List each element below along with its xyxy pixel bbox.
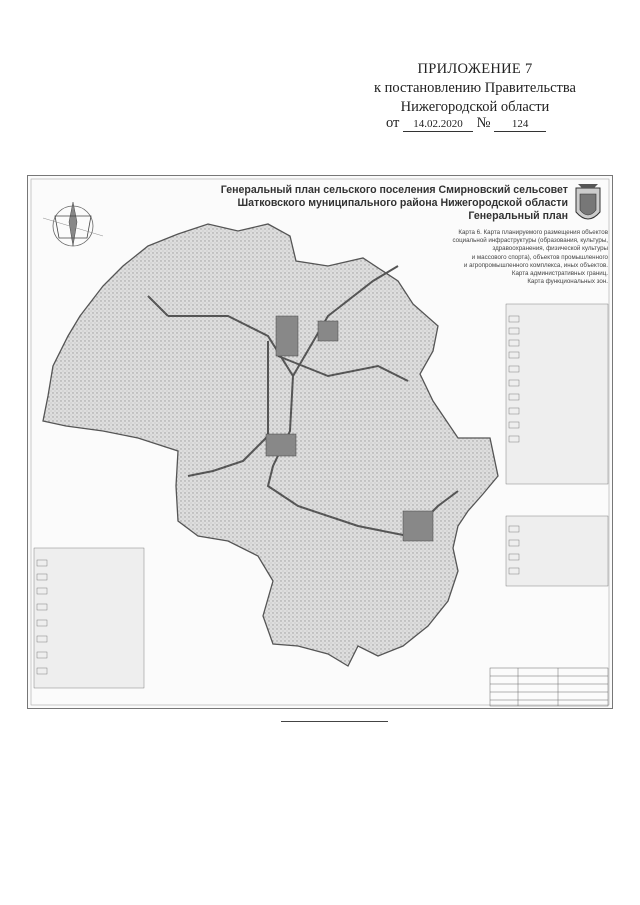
compass-rose (43, 202, 103, 246)
map-title (178, 184, 568, 223)
appendix-title: ПРИЛОЖЕНИЕ 7 (417, 61, 533, 77)
map-subtitle-line: социальной инфраструктуры (образования, культуры, (452, 237, 608, 245)
decree-date: 14.02.2020 (403, 118, 473, 132)
map-title-line2: Шатковского муниципального района Нижегородской области (237, 197, 568, 209)
date-line (386, 115, 546, 132)
date-prefix: от (386, 115, 400, 131)
coat-of-arms-icon (576, 184, 600, 219)
map-title-line3: Генеральный план (468, 210, 568, 222)
map-subtitle-line: здравоохранения, физической культуры (492, 245, 608, 253)
decree-line: к постановлению Правительства (374, 80, 576, 96)
region-line: Нижегородской области (400, 99, 550, 115)
footer-rule (281, 721, 388, 722)
map-subtitle-line: и массового спорта), объектов промышленного (471, 253, 608, 261)
map-title-line1: Генеральный план сельского поселения Смирновский сельсовет (220, 184, 568, 196)
title-block (490, 668, 608, 706)
legend-left (34, 548, 144, 688)
map-subtitle (408, 229, 608, 286)
map-subtitle-line: Карта административных границ. (511, 270, 608, 278)
number-sign: № (476, 115, 491, 131)
legend-right (506, 304, 608, 586)
document-header (340, 60, 610, 117)
map-subtitle-line: Карта функциональных зон. (527, 278, 608, 286)
decree-number: 124 (494, 118, 546, 132)
map-subtitle-line: Карта 6. Карта планируемого размещения объектов (458, 229, 608, 236)
map-sheet (27, 175, 613, 709)
map-subtitle-line: и агропромышленного комплекса, иных объектов. (463, 261, 608, 269)
